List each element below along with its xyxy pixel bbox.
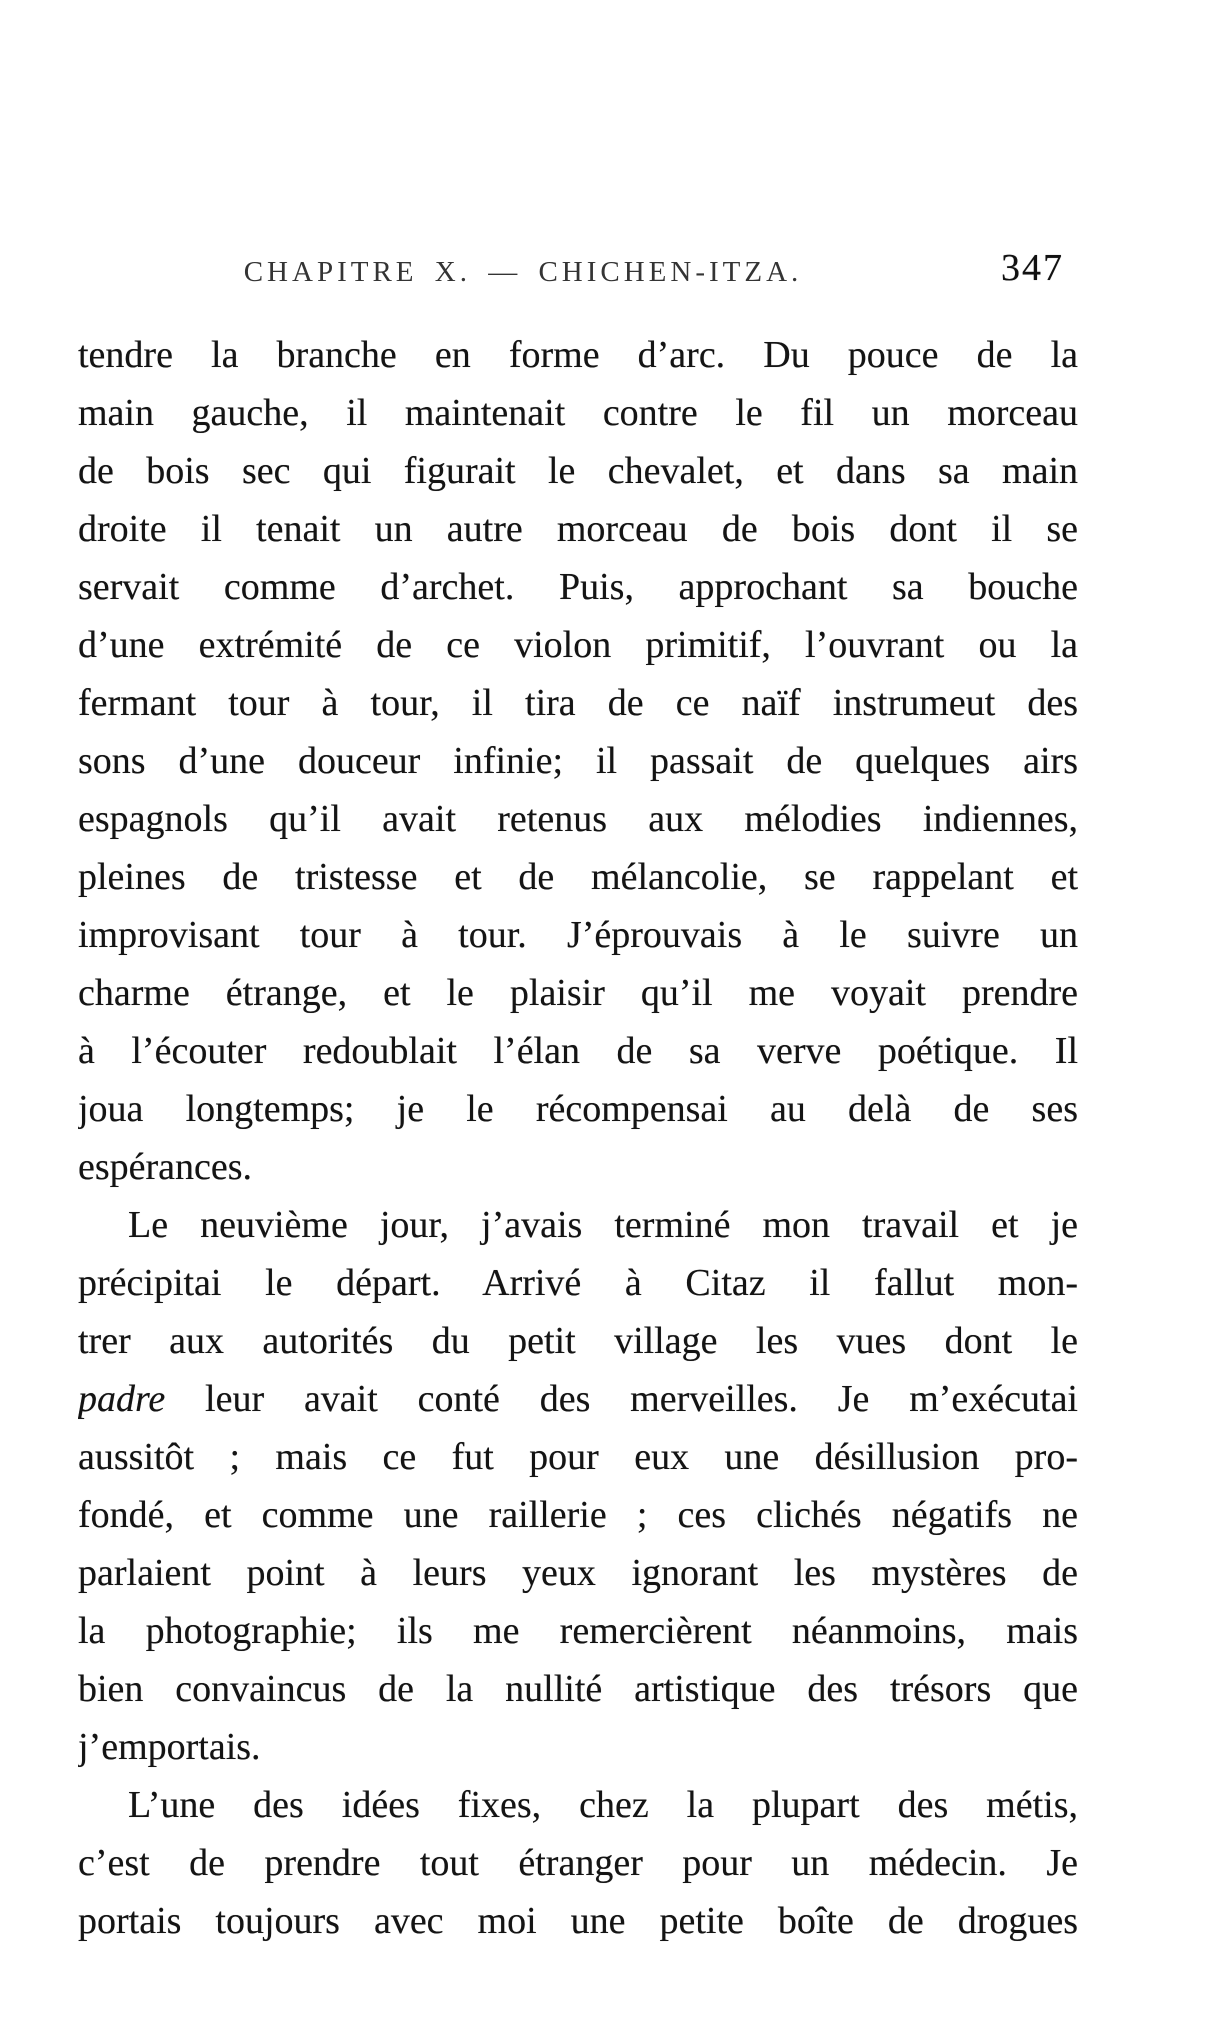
text-line: de bois sec qui figurait le chevalet, et dans sa main (78, 450, 1078, 492)
text-line: espérances. (78, 1146, 253, 1188)
text-line: à l’écouter redoublait l’élan de sa verve poétique. Il (78, 1030, 1078, 1072)
text-line (78, 1370, 1078, 1428)
text-line: joua longtemps; je le récompensai au delà de ses (78, 1088, 1078, 1130)
text-line: L’une des idées fixes, chez la plupart des métis, (128, 1784, 1078, 1826)
page-header (78, 247, 1078, 296)
page-number: 347 (1001, 247, 1064, 289)
text-line: aussitôt ; mais ce fut pour eux une désillusion pro- (78, 1436, 1078, 1478)
text-line: charme étrange, et le plaisir qu’il me voyait prendre (78, 972, 1078, 1014)
text-line: sons d’une douceur infinie; il passait de quelques airs (78, 740, 1078, 782)
text-line: droite il tenait un autre morceau de bois dont il se (78, 508, 1078, 550)
text-line: fermant tour à tour, il tira de ce naïf instrumeut des (78, 682, 1078, 724)
text-block (78, 326, 1078, 1950)
text-line: improvisant tour à tour. J’éprouvais à le suivre un (78, 914, 1078, 956)
text-line: fondé, et comme une raillerie ; ces clichés négatifs ne (78, 1494, 1078, 1536)
text-line: c’est de prendre tout étranger pour un médecin. Je (78, 1842, 1078, 1884)
text-line: la photographie; ils me remercièrent néanmoins, mais (78, 1610, 1078, 1652)
text-line: précipitai le départ. Arrivé à Citaz il fallut mon- (78, 1262, 1078, 1304)
text-line: Le neuvième jour, j’avais terminé mon travail et je (128, 1204, 1078, 1246)
text-line: j’emportais. (78, 1726, 261, 1768)
text-line: bien convaincus de la nullité artistique des trésors que (78, 1668, 1078, 1710)
text-line: main gauche, il maintenait contre le fil un morceau (78, 392, 1078, 434)
italic-word: padre (78, 1378, 166, 1420)
text-line: d’une extrémité de ce violon primitif, l’ouvrant ou la (78, 624, 1078, 666)
text-line: trer aux autorités du petit village les vues dont le (78, 1320, 1078, 1362)
running-title: CHAPITRE X. — CHICHEN-ITZA. (243, 256, 803, 288)
line-text: leur avait conté des merveilles. Je m’exécutai (165, 1378, 1078, 1420)
text-line: parlaient point à leurs yeux ignorant les mystères de (78, 1552, 1078, 1594)
text-line: portais toujours avec moi une petite boîte de drogues (78, 1900, 1078, 1942)
text-line: pleines de tristesse et de mélancolie, se rappelant et (78, 856, 1078, 898)
text-line: espagnols qu’il avait retenus aux mélodies indiennes, (78, 798, 1078, 840)
text-line: tendre la branche en forme d’arc. Du pouce de la (78, 334, 1078, 376)
text-line: servait comme d’archet. Puis, approchant sa bouche (78, 566, 1078, 608)
